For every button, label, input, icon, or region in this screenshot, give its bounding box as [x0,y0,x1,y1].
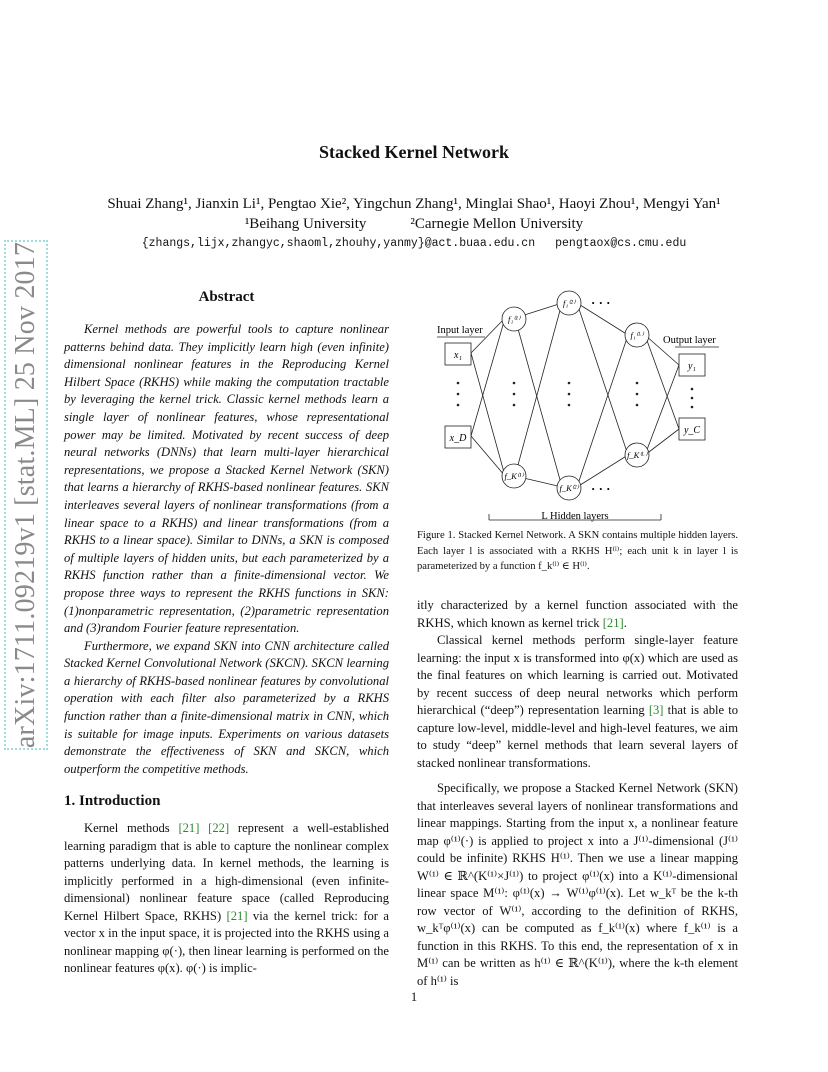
hidden-layers-label: L Hidden layers [541,511,609,522]
output-node-y1 [679,354,705,376]
abstract-body [64,321,389,778]
citation-link[interactable]: [21] [602,615,624,630]
hidden-unit-label: f₁⁽ᴸ⁾ [630,330,644,340]
hidden-unit-label: f_K⁽²⁾ [559,483,579,493]
text-run: itly characterized by a kernel function associated with the RKHS, which known as kernel trick [417,598,738,630]
abstract-paragraph: Furthermore, we expand SKN into CNN architecture called Stacked Kernel Convolutional Network (SKCN). SKCN learning a hierarchy of RKHS-based nonlinear features by convolutional operation with each filter also parameterized by a RKHS function rather than a finite-dimensional matrix in CNN, which is suitable for image inputs. Experiments on various datasets demonstrate the effectiveness of SKN and SKCN, which outperform the competitive methods. [64,638,389,776]
continuation-dots: · · · [591,295,611,310]
text-run: represent a well-established learning paradigm that is able to capture the nonlinear complex patterns underlying data. In kernel methods, the learning is implicitly performed in a high-dimensional (even infinite-dimensional) nonlinear feature space (called Reproducing Kernel Hilbert Space, RKHS) [64,821,389,923]
hidden-unit-label: f₁⁽¹⁾ [507,314,521,324]
affiliation-cmu: ²Carnegie Mellon University [410,216,584,232]
author-list: Shuai Zhang¹, Jianxin Li¹, Pengtao Xie², Yingchun Zhang¹, Minglai Shao¹, Haoyi Zhou¹, Mengyi Yan¹ [107,196,721,212]
input-layer-label: Input layer [437,325,483,336]
output-layer-label: Output layer [663,335,716,346]
arxiv-stamp [4,240,48,750]
citation-link[interactable]: [21] [178,821,200,835]
citation-link[interactable]: [21] [226,908,248,923]
hidden-unit-label: f₁⁽²⁾ [562,298,576,308]
email-cmu: pengtaox@cs.cmu.edu [555,237,687,250]
body-paragraph [417,597,738,632]
text-run: Classical kernel methods perform single-layer feature learning: the input x is transformed into φ(x) which are used as the final features on which learning is carried out. Motivated by recent success of deep neural networks which perform hierarchical (“deep”) representation learning [417,633,738,717]
email-beihang: {zhangs,lijx,zhangyc,shaoml,zhouhy,yanmy}@act.buaa.edu.cn [141,237,536,250]
figure-caption: Figure 1. Stacked Kernel Network. A SKN contains multiple hidden layers. Each layer l is associated with a RKHS H⁽ˡ⁾; each unit k in layer l is parameterized by a function f_k⁽ˡ⁾ ∈ H⁽ˡ⁾. [417,530,738,572]
right-column-body [417,597,738,990]
output-node-yc [679,418,705,440]
introduction-body [64,820,389,978]
introduction-paragraph [64,820,389,978]
text-run: that is able to capture low-level, middle-level and high-level features, we aim to study “deep” kernel methods that learn several layers of stacked nonlinear transformations. [417,703,738,770]
emails [60,236,768,252]
body-paragraph [417,632,738,772]
input-node-x1 [445,343,471,365]
hidden-unit-label: f_K⁽¹⁾ [504,471,524,481]
node-label: y_C [683,425,701,436]
citation-link[interactable]: [3] [648,703,664,717]
abstract-paragraph: Kernel methods are powerful tools to capture nonlinear patterns behind data. They implicitly learn high (even infinite) dimensional nonlinear features in the Reproducing Kernel Hilbert Space (RKHS) while making the computation tractable by leveraging the kernel trick. Classic kernel methods learn a single layer of nonlinear features, whose representational power may be limited. Motivated by recent success of deep neural networks (DNNs) that learn multi-layer hierarchical representations, we propose a Stacked Kernel Network (SKN) that learns a hierarchy of RKHS-based nonlinear features. SKN interleaves several layers of nonlinear transformations (from a linear space to a RKHS) and linear transformations (from a RKHS to a linear space). Similar to DNNs, a SKN is composed of multiple layers of hidden units, but each parameterized by a RKHS function rather than a finite-dimensional vector. We propose three ways to represent the RKHS functions in SKN: (1)nonparametric representation, (2)parametric representation and (3)random Fourier feature representation. [64,322,389,636]
text-run: via the kernel trick: for a vector x in the input space, it is projected into the RKHS using a nonlinear mapping φ(·), then linear learning is performed on the nonlinear features φ(x). φ(·) is implic- [64,908,389,975]
affiliation-beihang: ¹Beihang University [244,216,367,232]
text-run: Kernel methods [84,821,179,835]
node-label: x₁ [454,350,462,361]
body-paragraph: Specifically, we propose a Stacked Kernel Network (SKN) that interleaves several layers of nonlinear transformations and linear mappings. Starting from the input x, a nonlinear feature map φ⁽¹⁾(·) is applied to project x into a J⁽¹⁾-dimensional (J⁽¹⁾ could be infinite) RKHS H⁽¹⁾. Then we use a linear mapping W⁽¹⁾ ∈ ℝ^(K⁽¹⁾×J⁽¹⁾) to project φ⁽¹⁾(x) into a K⁽¹⁾-dimensional linear space M⁽¹⁾: φ⁽¹⁾(x) → W⁽¹⁾φ⁽¹⁾(x). Let w_kᵀ be the k-th row vector of W⁽¹⁾, according to the definition of RKHS, w_kᵀφ⁽¹⁾(x) can be computed as f_k⁽¹⁾(x) where f_k⁽¹⁾ is a function in this RKHS. To this end, the representation of x in M⁽¹⁾ can be written as h⁽¹⁾ ∈ ℝ^(K⁽¹⁾), where the k-th element of h⁽¹⁾ is [417,781,738,988]
input-node-xd [445,426,471,448]
node-label: y₁ [688,361,696,372]
arxiv-stamp-text: arXiv:1711.09219v1 [stat.ML] 25 Nov 2017 [10,241,41,749]
hidden-unit-circles [502,291,649,500]
skn-network-diagram [417,283,738,533]
page-number: 1 [410,990,418,1004]
abstract-heading: Abstract [198,289,255,305]
paper-title: Stacked Kernel Network [319,142,509,162]
hidden-unit-label: f_K⁽ᴸ⁾ [627,450,647,460]
continuation-dots: · · · [591,481,611,496]
affiliations [60,214,768,234]
citation-link[interactable]: [22] [208,821,230,835]
vertical-ellipses [457,382,694,409]
node-label: x_D [449,433,467,444]
figure-skn-diagram [417,283,738,533]
text-run: . [623,615,627,630]
introduction-heading: 1. Introduction [64,793,161,809]
